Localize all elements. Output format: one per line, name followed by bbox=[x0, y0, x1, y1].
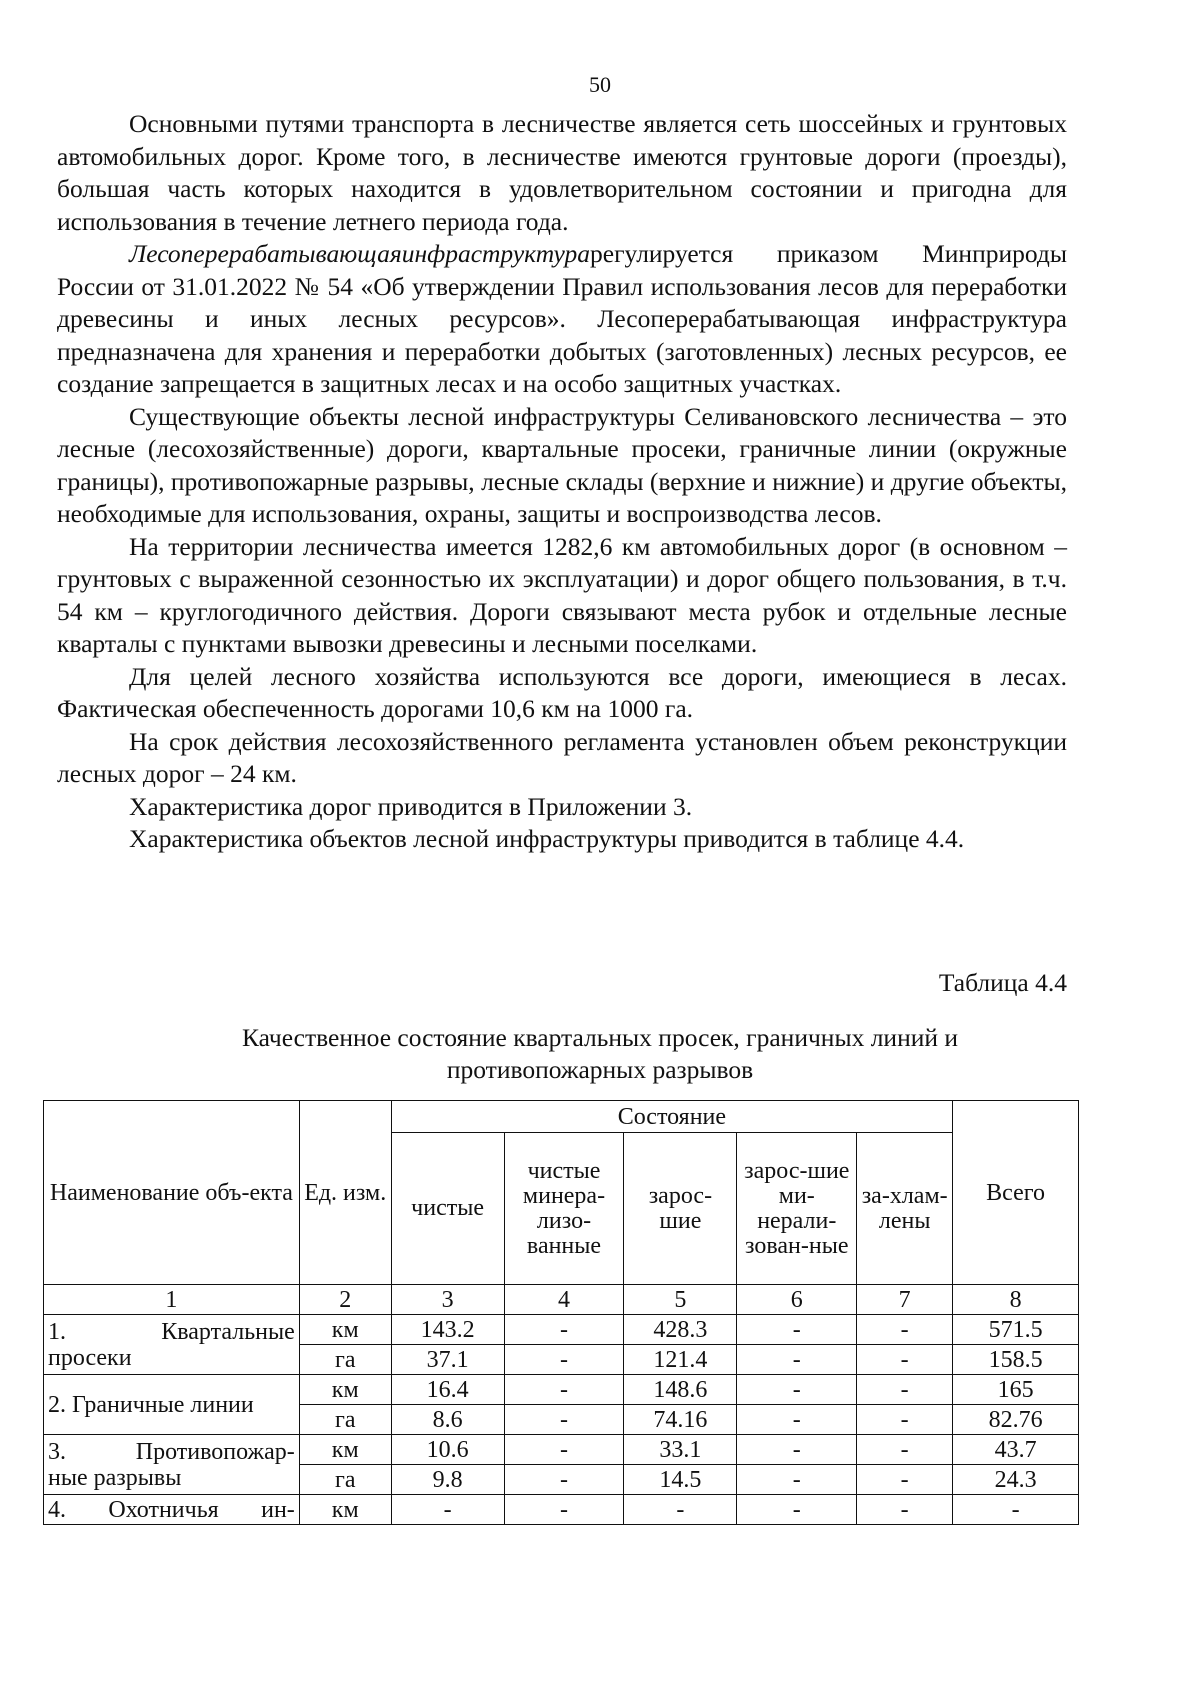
value-cell: - bbox=[504, 1375, 624, 1405]
value-cell: - bbox=[504, 1495, 624, 1525]
table-title-line-1: Качественное состояние квартальных просек, граничных линий и bbox=[241, 1023, 959, 1052]
header-clean: чистые bbox=[391, 1133, 504, 1285]
header-state: Состояние bbox=[391, 1101, 952, 1133]
value-cell: 14.5 bbox=[624, 1465, 737, 1495]
value-cell: 10.6 bbox=[391, 1435, 504, 1465]
table-label: Таблица 4.4 bbox=[938, 968, 1067, 997]
value-cell: 428.3 bbox=[624, 1315, 737, 1345]
column-number: 4 bbox=[504, 1285, 624, 1315]
value-cell: - bbox=[737, 1345, 857, 1375]
value-cell: - bbox=[504, 1315, 624, 1345]
column-number: 8 bbox=[953, 1285, 1079, 1315]
value-cell: - bbox=[857, 1405, 953, 1435]
total-cell: 43.7 bbox=[953, 1435, 1079, 1465]
value-cell: 74.16 bbox=[624, 1405, 737, 1435]
value-cell: - bbox=[737, 1435, 857, 1465]
total-cell: 571.5 bbox=[953, 1315, 1079, 1345]
italic-term: Лесоперерабатывающаяинфраструктура bbox=[129, 239, 591, 268]
value-cell: 148.6 bbox=[624, 1375, 737, 1405]
value-cell: - bbox=[857, 1375, 953, 1405]
table-row bbox=[44, 1315, 1079, 1345]
paragraph-road-provision: Для целей лесного хозяйства используются все дороги, имеющиеся в лесах. Фактическая обеспеченность дорогами 10,6 км на 1000 га. bbox=[57, 661, 1067, 723]
value-cell: - bbox=[737, 1495, 857, 1525]
row-name-part: Противопожар- bbox=[135, 1438, 295, 1465]
value-cell: - bbox=[857, 1345, 953, 1375]
unit-cell: км bbox=[299, 1435, 391, 1465]
header-unit: Ед. изм. bbox=[299, 1101, 391, 1285]
total-cell: - bbox=[953, 1495, 1079, 1525]
paragraph-transport: Основными путями транспорта в лесничестве является сеть шоссейных и грунтовых автомобильных дорог. Кроме того, в лесничестве имеются грунтовые дороги (проезды), большая часть которых находится в удовлетворительном состоянии и пригодна для использования в течение летнего периода года. bbox=[57, 109, 1067, 236]
header-overgrown: зарос-шие bbox=[624, 1133, 737, 1285]
value-cell: 9.8 bbox=[391, 1465, 504, 1495]
table-title-line-2: противопожарных разрывов bbox=[446, 1055, 754, 1084]
unit-cell: га bbox=[299, 1405, 391, 1435]
row-name-part: ные разрывы bbox=[48, 1464, 182, 1491]
value-cell: - bbox=[857, 1495, 953, 1525]
total-cell: 82.76 bbox=[953, 1405, 1079, 1435]
column-number-row bbox=[44, 1285, 1079, 1315]
unit-cell: км bbox=[299, 1375, 391, 1405]
unit-cell: км bbox=[299, 1315, 391, 1345]
page-number: 50 bbox=[589, 72, 611, 97]
column-number: 3 bbox=[391, 1285, 504, 1315]
paragraph-processing-infrastructure bbox=[57, 238, 1067, 401]
row-name-part: Квартальные bbox=[161, 1318, 295, 1345]
row-name-number: 1. bbox=[48, 1318, 66, 1345]
body-text bbox=[57, 108, 1067, 856]
value-cell: - bbox=[737, 1375, 857, 1405]
header-name: Наименование объ-екта bbox=[44, 1101, 300, 1285]
paragraph-reconstruction: На срок действия лесохозяйственного регламента установлен объем реконструкции лесных дорог – 24 км. bbox=[57, 726, 1067, 788]
column-number: 1 bbox=[44, 1285, 300, 1315]
total-cell: 158.5 bbox=[953, 1345, 1079, 1375]
table-title bbox=[0, 1022, 1200, 1086]
row-name-part: просеки bbox=[48, 1344, 132, 1371]
row-name-cell: 2. Граничные линии bbox=[44, 1375, 300, 1435]
row-name-part: ин- bbox=[261, 1496, 295, 1523]
value-cell: 37.1 bbox=[391, 1345, 504, 1375]
row-name-cell bbox=[44, 1315, 300, 1375]
column-number: 2 bbox=[299, 1285, 391, 1315]
total-cell: 165 bbox=[953, 1375, 1079, 1405]
value-cell: - bbox=[391, 1495, 504, 1525]
header-cluttered: за-хлам-лены bbox=[857, 1133, 953, 1285]
value-cell: 8.6 bbox=[391, 1405, 504, 1435]
value-cell: - bbox=[504, 1465, 624, 1495]
header-total: Всего bbox=[953, 1101, 1079, 1285]
value-cell: - bbox=[504, 1345, 624, 1375]
infrastructure-table bbox=[43, 1100, 1079, 1525]
unit-cell: км bbox=[299, 1495, 391, 1525]
total-cell: 24.3 bbox=[953, 1465, 1079, 1495]
value-cell: - bbox=[504, 1435, 624, 1465]
value-cell: 143.2 bbox=[391, 1315, 504, 1345]
unit-cell: га bbox=[299, 1465, 391, 1495]
row-name-number: 3. bbox=[48, 1438, 66, 1465]
column-number: 7 bbox=[857, 1285, 953, 1315]
row-name-number: 4. bbox=[48, 1496, 66, 1523]
value-cell: - bbox=[737, 1465, 857, 1495]
value-cell: - bbox=[857, 1435, 953, 1465]
value-cell: - bbox=[737, 1405, 857, 1435]
paragraph-processing-text: регулируется приказом Минприроды России от 31.01.2022 № 54 «Об утверждении Правил использования лесов для переработки древесины и иных лесных ресурсов». Лесоперерабатывающая инфраструктура предназначена для хранения и переработки добытых (заготовленных) лесных ресурсов, ее создание запрещается в защитных лесах и на особо защитных участках. bbox=[57, 239, 1067, 398]
paragraph-roads-length: На территории лесничества имеется 1282,6 км автомобильных дорог (в основном – грунтовых с выраженной сезонностью их эксплуатации) и дорог общего пользования, в т.ч. 54 км – круглогодичного действия. Дороги связывают места рубок и отдельные лесные кварталы с пунктами вывозки древесины и лесными поселками. bbox=[57, 531, 1067, 658]
table-row bbox=[44, 1375, 1079, 1405]
value-cell: 33.1 bbox=[624, 1435, 737, 1465]
value-cell: 121.4 bbox=[624, 1345, 737, 1375]
table-row bbox=[44, 1435, 1079, 1465]
value-cell: - bbox=[857, 1465, 953, 1495]
header-overgrown-mineralized: зарос-шие ми-нерали-зован-ные bbox=[737, 1133, 857, 1285]
value-cell: - bbox=[857, 1315, 953, 1345]
value-cell: - bbox=[504, 1405, 624, 1435]
paragraph-roads-appendix: Характеристика дорог приводится в Приложении 3. bbox=[129, 791, 693, 821]
value-cell: - bbox=[624, 1495, 737, 1525]
column-number: 5 bbox=[624, 1285, 737, 1315]
row-name-cell bbox=[44, 1435, 300, 1495]
column-number: 6 bbox=[737, 1285, 857, 1315]
unit-cell: га bbox=[299, 1345, 391, 1375]
value-cell: - bbox=[737, 1315, 857, 1345]
table-row bbox=[44, 1495, 1079, 1525]
paragraph-table-reference: Характеристика объектов лесной инфраструктуры приводится в таблице 4.4. bbox=[129, 824, 965, 853]
value-cell: 16.4 bbox=[391, 1375, 504, 1405]
row-name-part: Охотничья bbox=[108, 1496, 219, 1523]
header-clean-mineralized: чистые минера-лизо-ванные bbox=[504, 1133, 624, 1285]
paragraph-existing-objects: Существующие объекты лесной инфраструктуры Селивановского лесничества – это лесные (лесохозяйственные) дороги, квартальные просеки, граничные линии (окружные границы), противопожарные разрывы, лесные склады (верхние и нижние) и другие объекты, необходимые для использования, охраны, защиты и воспроизводства лесов. bbox=[57, 401, 1067, 528]
row-name-cell bbox=[44, 1495, 300, 1525]
